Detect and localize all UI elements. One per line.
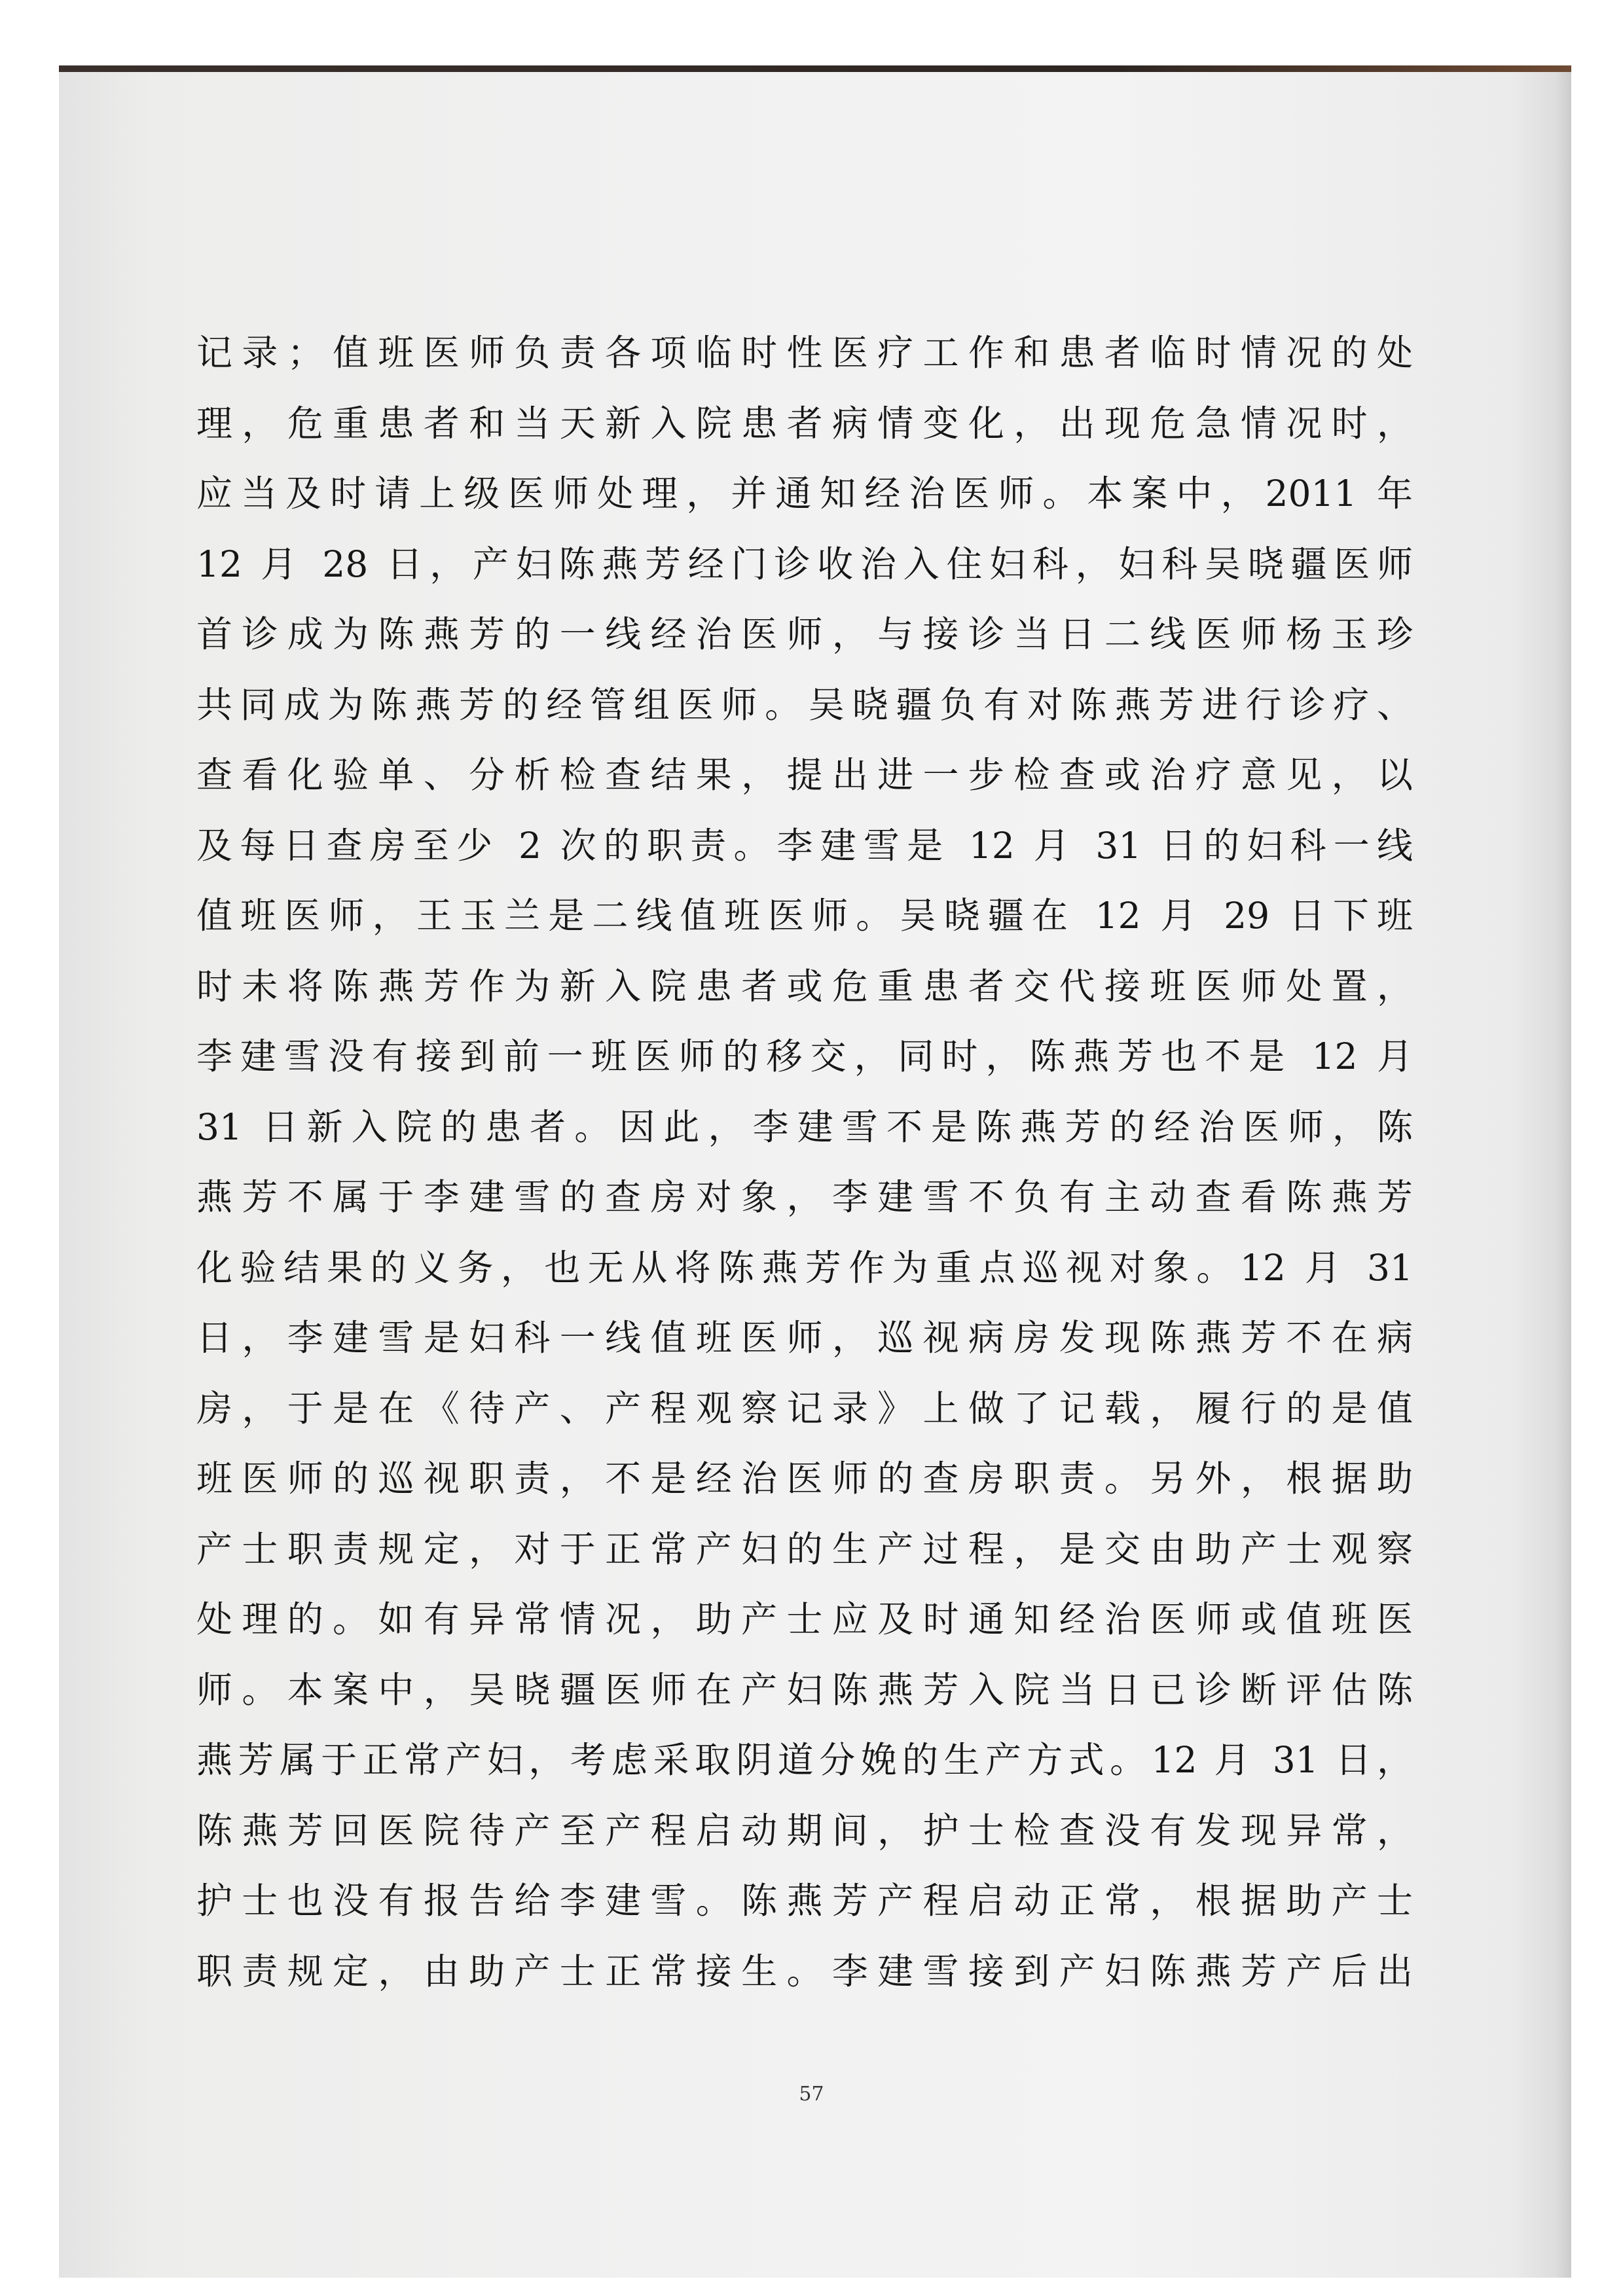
text-line: 燕芳属于正常产妇，考虑采取阴道分娩的生产方式。12 月 31 日， bbox=[196, 1739, 1413, 1781]
text-line: 31 日新入院的患者。因此，李建雪不是陈燕芳的经治医师，陈 bbox=[196, 1105, 1413, 1148]
text-line: 记录；值班医师负责各项临时性医疗工作和患者临时情况的处 bbox=[196, 332, 1413, 374]
text-line: 产士职责规定，对于正常产妇的生产过程，是交由助产士观察 bbox=[196, 1528, 1413, 1570]
text-line: 日，李建雪是妇科一线值班医师，巡视病房发现陈燕芳不在病 bbox=[196, 1317, 1413, 1359]
text-line: 陈燕芳回医院待产至产程启动期间，护士检查没有发现异常， bbox=[196, 1809, 1413, 1852]
text-line: 值班医师，王玉兰是二线值班医师。吴晓疆在 12 月 29 日下班 bbox=[196, 895, 1413, 937]
text-line: 查看化验单、分析检查结果，提出进一步检查或治疗意见，以 bbox=[196, 754, 1413, 796]
text-line: 房，于是在《待产、产程观察记录》上做了记载，履行的是值 bbox=[196, 1387, 1413, 1429]
text-line: 师。本案中，吴晓疆医师在产妇陈燕芳入院当日已诊断评估陈 bbox=[196, 1668, 1413, 1711]
page-number: 57 bbox=[799, 2083, 824, 2106]
text-line: 12 月 28 日，产妇陈燕芳经门诊收治入住妇科，妇科吴晓疆医师 bbox=[196, 543, 1413, 585]
text-line: 护士也没有报告给李建雪。陈燕芳产程启动正常，根据助产士 bbox=[196, 1880, 1413, 1922]
page-top-edge bbox=[59, 65, 1571, 72]
text-line: 李建雪没有接到前一班医师的移交，同时，陈燕芳也不是 12 月 bbox=[196, 1035, 1413, 1077]
page-right-shadow bbox=[1556, 72, 1571, 2278]
text-line: 处理的。如有异常情况，助产士应及时通知经治医师或值班医 bbox=[196, 1598, 1413, 1640]
text-line: 首诊成为陈燕芳的一线经治医师，与接诊当日二线医师杨玉珍 bbox=[196, 613, 1413, 655]
text-line: 共同成为陈燕芳的经管组医师。吴晓疆负有对陈燕芳进行诊疗、 bbox=[196, 683, 1413, 726]
text-line: 班医师的巡视职责，不是经治医师的查房职责。另外，根据助 bbox=[196, 1458, 1413, 1499]
text-line: 理，危重患者和当天新入院患者病情变化，出现危急情况时， bbox=[196, 402, 1413, 444]
text-line: 应当及时请上级医师处理，并通知经治医师。本案中，2011 年 bbox=[196, 473, 1413, 514]
body-paragraph bbox=[196, 318, 1413, 2007]
text-line: 时未将陈燕芳作为新入院患者或危重患者交代接班医师处置， bbox=[196, 965, 1413, 1007]
text-line: 及每日查房至少 2 次的职责。李建雪是 12 月 31 日的妇科一线 bbox=[196, 824, 1413, 867]
text-line: 燕芳不属于李建雪的查房对象，李建雪不负有主动查看陈燕芳 bbox=[196, 1176, 1413, 1218]
text-line: 职责规定，由助产士正常接生。李建雪接到产妇陈燕芳产后出 bbox=[196, 1950, 1413, 1992]
text-line: 化验结果的义务，也无从将陈燕芳作为重点巡视对象。12 月 31 bbox=[196, 1246, 1413, 1289]
